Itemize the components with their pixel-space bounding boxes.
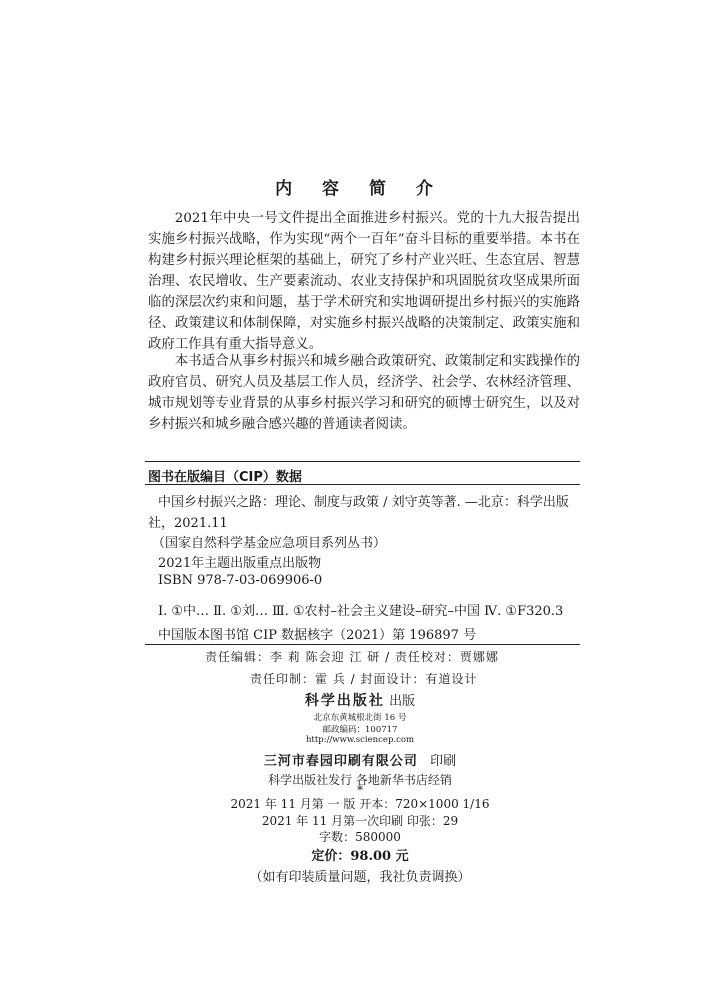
credits-production: 责任印制：霍 兵 / 封面设计：有道设计	[250, 672, 478, 686]
cip-line-theme: 2021年主题出版重点出版物	[158, 556, 322, 571]
price-label: 定价：	[311, 849, 351, 864]
intro-paragraph-1: 2021年中央一号文件提出全面推进乡村振兴。党的十九大报告提出实施乡村振兴战略，作为实现“两个一百年”奋斗目标的重要举措。本书在构建乡村振兴理论框架的基础上，研究了乡村产业兴旺、生态宜居、智慧治理、农民增收、生产要素流动、农业支持保护和巩固脱贫攻坚成果所面临的深层次约束和问题，基于学术研究和实地调研提出乡村振兴的实施路径、政策建议和体制保障，对实施乡村振兴战略的决策制定、政策实施和政府工作具有重大指导意义。	[148, 211, 580, 352]
price-line	[0, 845, 720, 864]
cip-heading: 图书在版编目（CIP）数据	[148, 470, 302, 485]
cip-line-publisher-year: 社，2021.11	[148, 516, 228, 531]
page-title: 内 容 简 介	[275, 179, 445, 199]
publisher-website: http://www.sciencep.com	[305, 735, 415, 745]
quality-notice: （如有印装质量问题，我社负责调换）	[249, 870, 471, 885]
cip-line-series: （国家自然科学基金应急项目系列丛书）	[152, 536, 387, 551]
cip-line-title: 中国乡村振兴之路：理论、制度与政策 / 刘守英等著. —北京：科学出版	[158, 495, 569, 510]
publisher-postcode: 邮政编码：100717	[322, 725, 398, 735]
word-count: 字数：580000	[319, 830, 401, 844]
publisher-address: 北京东黄城根北街 16 号	[313, 713, 407, 723]
cip-verification-number: 中国版本图书馆 CIP 数据核字（2021）第 196897 号	[158, 628, 477, 643]
cip-isbn: ISBN 978-7-03-069906-0	[158, 573, 323, 588]
intro-paragraph-2: 本书适合从事乡村振兴和城乡融合政策研究、政策制定和实践操作的政府官员、研究人员及基层工作人员，经济学、社会学、农林经济管理、城市规划等专业背景的从事乡村振兴学习和研究的硕博士研究生，以及对乡村振兴和城乡融合感兴趣的普通读者阅读。	[148, 354, 580, 432]
printer-line	[0, 750, 720, 769]
publisher-suffix: 出版	[389, 694, 416, 709]
distribution-line: 科学出版社发行 各地新华书店经销	[268, 773, 452, 787]
printer-name: 三河市春园印刷有限公司	[263, 754, 418, 769]
publisher-name: 科学出版社	[304, 693, 385, 709]
printing-line: 2021 年 11 月第一次印刷 印张：29	[261, 814, 459, 828]
cip-classification: Ⅰ. ①中… Ⅱ. ①刘… Ⅲ. ①农村–社会主义建设–研究–中国 Ⅳ. ①F320.3	[158, 604, 564, 619]
cip-bottom-divider	[145, 644, 580, 645]
printer-suffix: 印刷	[430, 754, 457, 769]
cip-heading-divider	[145, 484, 580, 485]
publisher-line	[0, 690, 720, 710]
credits-editors: 责任编辑：李 莉 陈会迎 江 研 / 责任校对：贾娜娜	[205, 650, 499, 664]
cip-top-divider	[145, 461, 580, 462]
price-value: 98.00 元	[350, 849, 409, 864]
separator-star: *	[357, 783, 363, 797]
edition-line: 2021 年 11 月第 一 版 开本：720×1000 1/16	[230, 797, 490, 811]
